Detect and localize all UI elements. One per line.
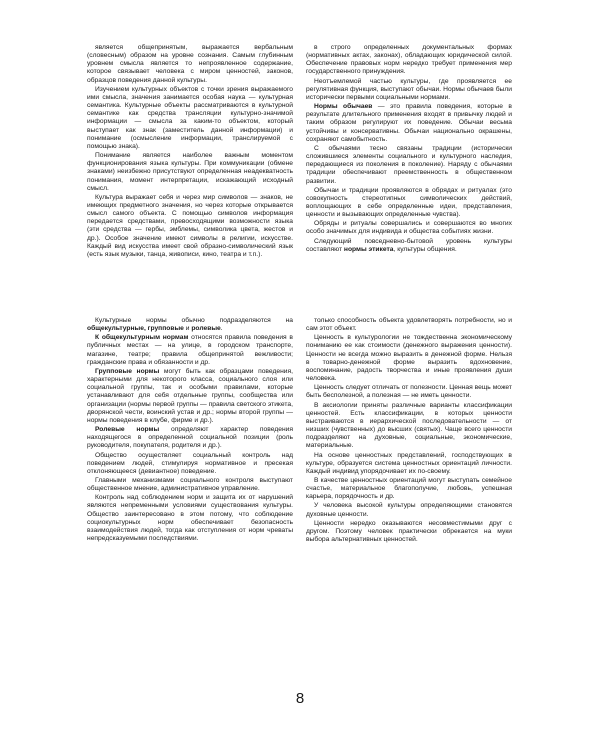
bottom-left-column xyxy=(87,317,293,544)
paragraph: С обычаями тесно связаны традиции (исторически сложившиеся элементы социального и культурного наследия, передающиеся из поколения в поколение). Наряду с обычаями традиции обеспечивают преемственность в общественном развитии. xyxy=(306,144,512,185)
paragraph: У человека высокой культуры определяющими становятся духовные ценности. xyxy=(306,502,512,518)
page-number: 8 xyxy=(295,690,305,707)
paragraph: только способность объекта удовлетворять потребности, но и сам этот объект. xyxy=(306,317,512,333)
paragraph: Групповые нормы могут быть как образцами поведения, характерными для некоторого класса, социального слоя или социальной группы, так и особыми правилами, которые устанавливают для себя отдельные группы, сообщества или организации (нормы первой группы — правила светского этикета, дворянской чести, воинский устав и др.; нормы второй группы — нормы поведения в клубе, фирме и др.). xyxy=(87,367,293,424)
bottom-right-column xyxy=(306,317,512,545)
paragraph: Ценность в культурологии не тождественна экономическому пониманию ее как стоимости (денежного выражения ценности). Ценности не всегда можно выразить в денежной форме. Нельзя в товарно-денежной форме выразить вдохновение, воспоминание, радость творчества и иные проявления души человека. xyxy=(306,334,512,383)
top-right-column xyxy=(306,44,512,255)
paragraph: Культура выражает себя и через мир символов — знаков, не имеющих предметного значения, но через которые открывается смысл самого объекта. С помощью символов информация передается средствами, превосходящими возможности языка (эти средства — гербы, эмблемы, символика цвета, жестов и др.). Особое значение имеют символы в религии, искусстве. Каждый вид искусства имеет свой образно-символический язык (есть язык музыки, танца, живописи, кино, театра и т.п.). xyxy=(87,193,293,258)
paragraph: Нормы обычаев — это правила поведения, которые в результате длительного применения входят в привычку людей и таким образом регулируют их поведение. Обычаи весьма устойчивы и консервативны. Обычаи национально окрашены, сохраняют самобытность. xyxy=(306,103,512,143)
term-group-norms: Групповые нормы xyxy=(95,367,160,375)
paragraph: В качестве ценностных ориентаций могут выступать семейное счастье, материальное благополучие, любовь, успешная карьера, порядочность и др. xyxy=(306,476,512,501)
paragraph: Обряды и ритуалы совершались и совершаются во многих особо значимых для индивида и общества событиях жизни. xyxy=(306,220,512,236)
paragraph: Ролевые нормы определяют характер поведения находящегося в определенной социальной позиции (роль руководителя, покупателя, родителя и др.). xyxy=(87,426,293,450)
term-etiquette: нормы этикета xyxy=(343,245,394,253)
paragraph: Понимание является наиболее важным моментом функционирования языка культуры. При коммуникации (обмене знаками) неизбежно присутствуют определенная неадекватность понимания, момент интерпретации, искажающий исходный смысл. xyxy=(87,152,293,192)
top-left-column xyxy=(87,44,293,260)
paragraph: Контроль над соблюдением норм и защита их от нарушений являются непременными условиями существования культуры. Общество заинтересовано в этом потому, что соблюдение социокультурных норм обеспечивает безопасность взаимодействия людей, тогда как отступления от норм чреваты непредсказуемыми последствиями. xyxy=(87,494,293,543)
paragraph: Обычаи и традиции проявляются в обрядах и ритуалах (это совокупность стереотипных символических действий, воплощающих в себе определенные идеи, представления, ценности и вызывающих определенные чувства). xyxy=(306,186,512,219)
term-general-norms: К общекультурным нормам xyxy=(95,334,189,342)
paragraph: Следующий повседневно-бытовой уровень культуры составляют нормы этикета, культуры общения. xyxy=(306,237,512,253)
paragraph: Ценности нередко оказываются несовместимыми друг с другом. Поэтому человек практически обрекается на муки выбора альтернативных ценностей. xyxy=(306,519,512,544)
paragraph: В аксиологии приняты различные варианты классификации ценностей. Есть классификации, в которых ценности выстраиваются в иерархической последовательности — от низших (чувственных) до высших (святых). Чаще всего ценности подразделяют на духовные, социальные, экономические, материальные. xyxy=(306,401,512,450)
paragraph: Неотъемлемой частью культуры, где проявляется ее регулятивная функция, выступают обычаи. Нормы обычаев были исторически первыми социальными нормами. xyxy=(306,77,512,101)
paragraph: К общекультурным нормам относятся правила поведения в публичных местах — на улице, в городском транспорте, магазине, театре; правила общепринятой вежливости; гражданские права и обязанности и др. xyxy=(87,334,293,366)
paragraph: Главными механизмами социального контроля выступают общественное мнение, административное управление. xyxy=(87,476,293,493)
paragraph: На основе ценностных представлений, господствующих в культуре, образуется система ценностных ориентаций личности. Каждый индивид упорядочивает их по-своему. xyxy=(306,451,512,475)
paragraph: Ценность следует отличать от полезности. Ценная вещь может быть бесполезной, а полезная — не иметь ценности. xyxy=(306,384,512,400)
term-role-norms: Ролевые нормы xyxy=(95,426,160,434)
paragraph: Изучением культурных объектов с точки зрения выражаемого ими смысла, значения занимается особая наука — культурная семантика. Культурные объекты рассматриваются в культурной семантике как средства трансляции культурно-значимой информации — смысла за каким-то объектом, который выступает как знак (заместитель данной информации) и понимание (осмысление информации, транслируемой с помощью знака). xyxy=(87,85,293,150)
paragraph: Культурные нормы обычно подразделяются на общекультурные, групповые и ролевые. xyxy=(87,317,293,333)
paragraph: является общепринятым, выражается вербальным (словесным) образом на уровне сознания. Самым глубинным уровнем смысла является то непроявленное содержание, которое связывает человека с миром ценностей, законов, образцов поведения данной культуры. xyxy=(87,44,293,84)
term-customs: Нормы обычаев xyxy=(314,103,373,111)
paragraph: Общество осуществляет социальный контроль над поведением людей, стимулируя нормативное и пресекая отклоняющееся (девиантное) поведение. xyxy=(87,451,293,475)
paragraph: в строго определенных документальных формах (нормативных актах, законах), обладающих юридической силой. Обеспечение правовых норм нередко требует применения мер государственного принуждения. xyxy=(306,44,512,76)
